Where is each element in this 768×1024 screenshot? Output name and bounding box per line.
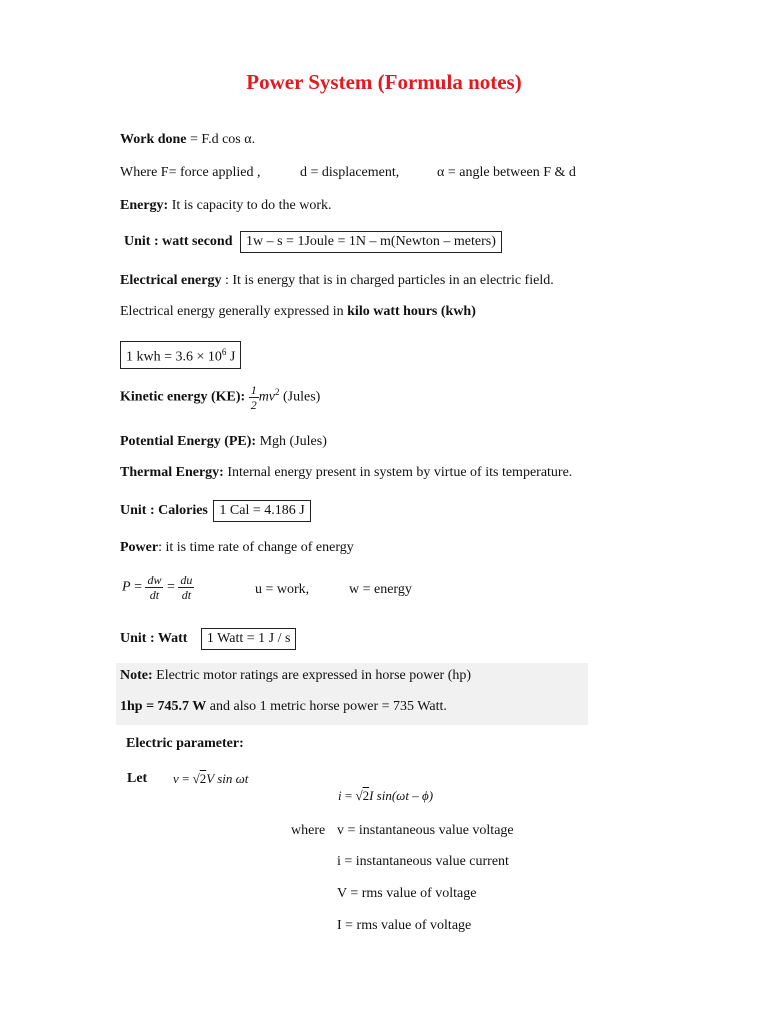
watt-formula-box: 1 Watt = 1 J / s <box>201 628 297 650</box>
page-title: Power System (Formula notes) <box>246 70 522 94</box>
where-force: Where F= force applied , <box>120 165 261 180</box>
hp-text: and also 1 metric horse power = 735 Watt. <box>206 699 447 714</box>
where-item-i: i = instantaneous value current <box>337 854 509 869</box>
kinetic-unit: (Jules) <box>279 389 321 405</box>
potential-text: Mgh (Jules) <box>256 434 327 449</box>
unit-watt-second-label: Unit : watt second <box>124 234 233 249</box>
kinetic-expr: mv <box>258 389 276 405</box>
electrical-energy-line <box>120 273 554 289</box>
kwh-exp: 6 <box>221 347 227 357</box>
kwh-pre: 1 kwh = 3.6 × 10 <box>126 349 222 365</box>
power-w-def: w = energy <box>349 582 412 597</box>
kinetic-line <box>120 383 320 412</box>
energy-text: It is capacity to do the work. <box>168 198 332 213</box>
kinetic-exp: 2 <box>275 387 280 398</box>
thermal-label: Thermal Energy: <box>120 465 224 480</box>
where-item-v: v = instantaneous value voltage <box>337 823 514 838</box>
calories-formula-box: 1 Cal = 4.186 J <box>213 500 310 522</box>
unit-watt-line <box>120 628 296 650</box>
hp-line <box>120 699 447 715</box>
unit-watt-label: Unit : Watt <box>120 631 188 646</box>
where-displacement: d = displacement, <box>300 165 400 180</box>
electrical-energy-label: Electrical energy <box>120 273 222 288</box>
note-label: Note: <box>120 668 153 683</box>
electrical-energy-text: : It is energy that is in charged particles in an electric field. <box>221 273 554 288</box>
note-text: Electric motor ratings are expressed in horse power (hp) <box>152 668 472 683</box>
energy-line <box>120 198 332 214</box>
power-line <box>120 540 354 556</box>
kwh-formula-box <box>120 341 241 369</box>
kwh-post: J <box>226 349 236 365</box>
let-label: Let <box>127 771 148 786</box>
kinetic-fraction: $\frac{1}{2}$ <box>250 383 257 412</box>
energy-label: Energy: <box>120 198 169 213</box>
power-label: Power <box>120 540 159 555</box>
kwh-unit: kilo watt hours (kwh) <box>347 304 476 319</box>
where-angle: α = angle between F & d <box>437 165 576 180</box>
kinetic-label: Kinetic energy (KE): <box>120 389 246 405</box>
work-done-label: Work done <box>120 132 187 147</box>
power-u-def: u = work, <box>255 582 310 597</box>
power-text: : it is time rate of change of energy <box>158 540 354 555</box>
power-formula: P = $\frac{dw}{dt}$ = $\frac{du}{dt}$ <box>122 573 193 602</box>
thermal-text: Internal energy present in system by virtue of its temperature. <box>223 465 573 480</box>
electric-parameter-heading: Electric parameter: <box>126 736 244 751</box>
hp-bold: 1hp = 745.7 W <box>120 699 207 714</box>
where-label: where <box>291 823 326 838</box>
note-line <box>120 668 471 684</box>
watt-second-formula-box: 1w – s = 1Joule = 1N – m(Newton – meters) <box>240 231 502 253</box>
work-done-line <box>120 132 255 148</box>
work-done-text: = F.d cos α. <box>186 132 256 147</box>
i-equation: i = √2I sin(ωt – ϕ) <box>338 788 434 803</box>
unit-calories-line <box>120 500 311 522</box>
unit-calories-label: Unit : Calories <box>120 503 208 518</box>
where-item-rms-i: I = rms value of voltage <box>337 918 472 933</box>
thermal-line <box>120 465 572 481</box>
v-equation: v = √2V sin ωt <box>173 771 249 786</box>
potential-label: Potential Energy (PE): <box>120 434 257 449</box>
elec-expressed-text: Electrical energy generally expressed in <box>120 304 348 319</box>
elec-expressed-line <box>120 304 476 320</box>
unit-watt-second-line <box>124 231 502 253</box>
where-item-rms-v: V = rms value of voltage <box>337 886 477 901</box>
potential-line <box>120 434 327 450</box>
